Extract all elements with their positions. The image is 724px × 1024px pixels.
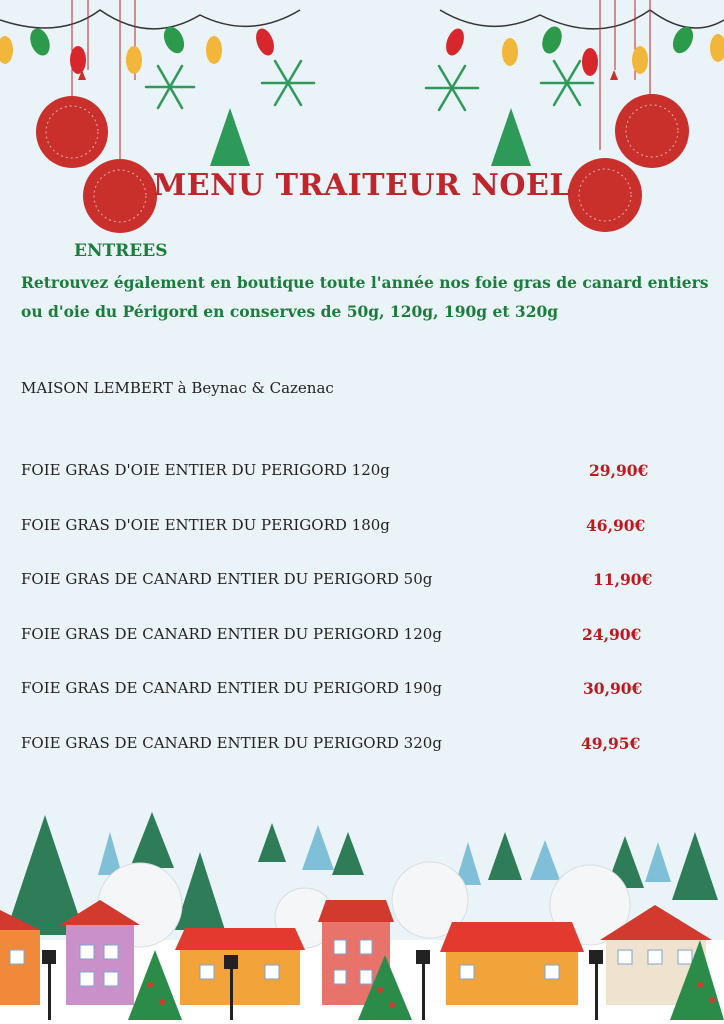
menu-item — [21, 679, 661, 703]
menu-title: MENU TRAITEUR NOEL — [153, 168, 571, 203]
item-name: FOIE GRAS DE CANARD ENTIER DU PERIGORD 50g — [21, 570, 433, 588]
item-name: FOIE GRAS DE CANARD ENTIER DU PERIGORD 120g — [21, 625, 442, 643]
item-price: 24,90€ — [582, 625, 642, 644]
intro-text — [21, 268, 711, 326]
vendor-name: MAISON LEMBERT à Beynac & Cazenac — [21, 379, 334, 397]
item-price: 30,90€ — [583, 679, 643, 698]
menu-item — [21, 734, 661, 758]
menu-item — [21, 516, 661, 540]
intro-line-1: Retrouvez également en boutique toute l'année nos foie gras de canard entiers — [21, 273, 709, 292]
item-name: FOIE GRAS DE CANARD ENTIER DU PERIGORD 320g — [21, 734, 442, 752]
menu-item — [21, 570, 661, 594]
item-price: 49,95€ — [581, 734, 641, 753]
item-price: 11,90€ — [593, 570, 653, 589]
intro-line-2: ou d'oie du Périgord en conserves de 50g, 120g, 190g et 320g — [21, 302, 559, 321]
menu-item — [21, 461, 661, 485]
item-name: FOIE GRAS DE CANARD ENTIER DU PERIGORD 190g — [21, 679, 442, 697]
item-name: FOIE GRAS D'OIE ENTIER DU PERIGORD 120g — [21, 461, 390, 479]
section-heading: ENTREES — [74, 241, 168, 261]
item-price: 46,90€ — [586, 516, 646, 535]
item-price: 29,90€ — [589, 461, 649, 480]
menu-item — [21, 625, 661, 649]
item-name: FOIE GRAS D'OIE ENTIER DU PERIGORD 180g — [21, 516, 390, 534]
